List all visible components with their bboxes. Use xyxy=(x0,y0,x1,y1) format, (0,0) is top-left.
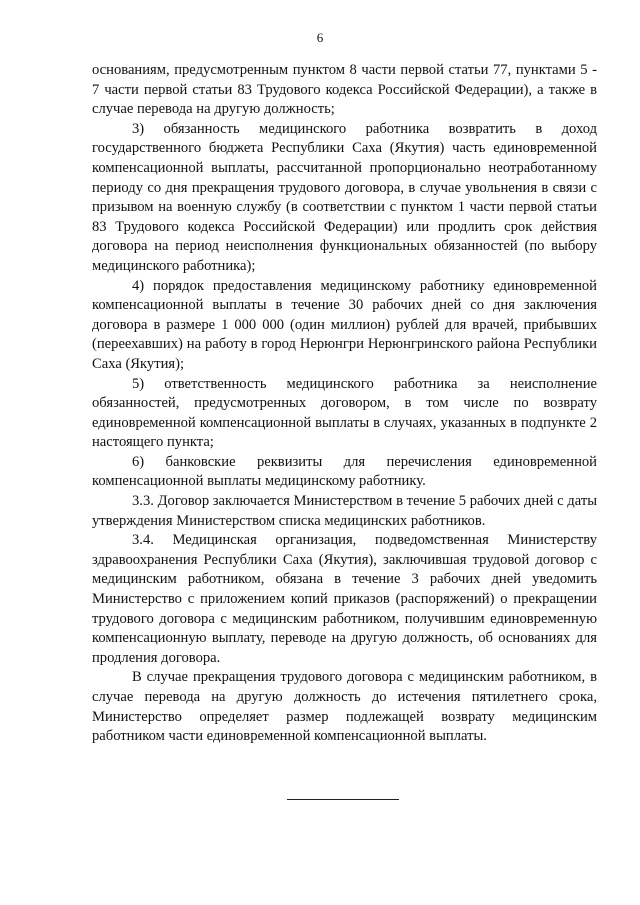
paragraph-termination: В случае прекращения трудового договора с медицинским работником, в случае перевода на другую должность до истечения пятилетнего срока, Министерство определяет размер подлежащей возврату медицинским работником части единовременной компенсационной выплаты. xyxy=(92,669,597,745)
page-number: 6 xyxy=(316,30,324,45)
paragraph-item-5: 5) ответственность медицинского работника за неисполнение обязанностей, предусмотренных договором, в том числе по возврату единовременной компенсационной выплаты в случаях, указанных в подпункте 2 настоящего пункта; xyxy=(92,375,597,451)
paragraph-item-6: 6) банковские реквизиты для перечисления единовременной компенсационной выплаты медицинскому работнику. xyxy=(92,453,597,490)
end-divider-line xyxy=(287,799,399,800)
paragraph-item-4: 4) порядок предоставления медицинскому работнику единовременной компенсационной выплаты в течение 30 рабочих дней со дня заключения договора в размере 1 000 000 (один миллион) рублей для врачей, прибывших (переехавших) на работу в город Нерюнгри Нерюнгринского района Республики Саха (Якутия); xyxy=(92,277,597,372)
document-body xyxy=(92,61,597,747)
paragraph-item-3: 3) обязанность медицинского работника возвратить в доход государственного бюджета Республики Саха (Якутия) часть единовременной компенсационной выплаты, рассчитанной пропорционально неотработанному периоду со дня прекращения трудового договора, в случае увольнения в связи с призывом на военную службу (в соответствии с пунктом 1 части первой статьи 83 Трудового кодекса Российской Федерации) или продлить срок действия договора на период неисполнения функциональных обязанностей (по выбору медицинского работника); xyxy=(92,120,597,274)
paragraph-3-3: 3.3. Договор заключается Министерством в течение 5 рабочих дней с даты утверждения Министерством списка медицинских работников. xyxy=(92,493,597,529)
paragraph-3-4: 3.4. Медицинская организация, подведомственная Министерству здравоохранения Республики Саха (Якутия), заключившая трудовой договор с медицинским работником, обязана в течение 3 рабочих дней уведомить Министерство с приложением копий приказов (распоряжений) о прекращении трудового договора с медицинским работником, получившим единовременную компенсационную выплату, переводе на другую должность, об основаниях для продления договора. xyxy=(92,532,597,666)
paragraph-continuation: основаниям, предусмотренным пунктом 8 части первой статьи 77, пунктами 5 - 7 части первой статьи 83 Трудового кодекса Российской Федерации), а также в случае перевода на другую должность; xyxy=(92,62,597,118)
